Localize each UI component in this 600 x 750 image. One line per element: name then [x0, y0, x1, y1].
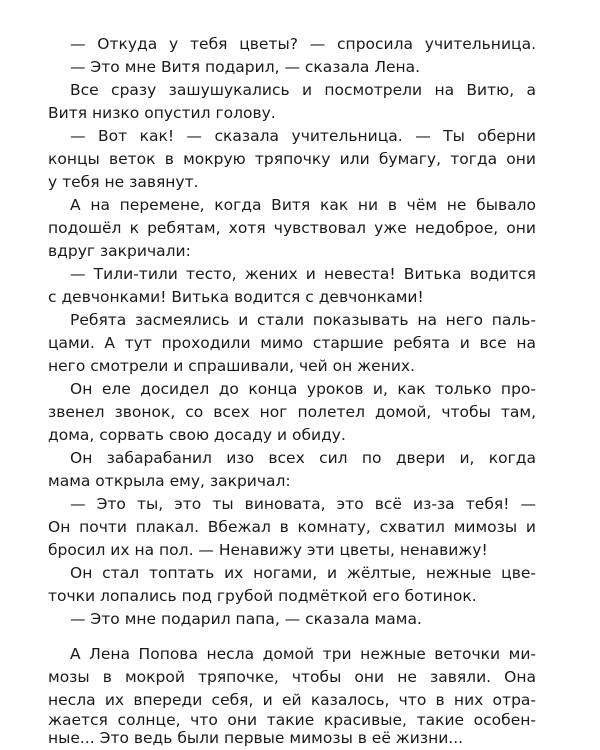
text-line: с девчонками! Витька водится с девчонками!	[48, 288, 424, 306]
text-line: подошёл к ребятам, хотя чувствовал уже недоброе, они	[48, 219, 536, 237]
text-line: дома, сорвать свою досаду и обиду.	[48, 426, 346, 444]
text-line: Все сразу зашушукались и посмотрели на Витю, а	[70, 81, 536, 99]
text-line: точки лопались под грубой подмёткой его ботинок.	[48, 587, 477, 605]
text-line: А Лена Попова несла домой три нежные веточки ми-	[70, 645, 536, 663]
text-line: несла их впереди себя, и ей казалось, что в них отра-	[48, 691, 536, 709]
text-line: мама открыла ему, закричал:	[48, 472, 291, 490]
text-line: Он почти плакал. Вбежал в комнату, схватил мимозы и	[48, 518, 536, 536]
text-line: ные... Это ведь были первые мимозы в её жизни...	[48, 729, 464, 747]
text-line: А на перемене, когда Витя как ни в чём не бывало	[70, 196, 536, 214]
text-line: Витя низко опустил голову.	[48, 104, 276, 122]
text-line: — Это мне подарил папа, — сказала мама.	[70, 610, 422, 628]
text-line: бросил их на пол. — Ненавижу эти цветы, ненавижу!	[48, 541, 488, 559]
text-line: жается солнце, что они такие красивые, такие особен-	[48, 711, 536, 729]
text-line: — Это ты, это ты виновата, это всё из-за тебя! —	[70, 495, 536, 513]
text-line: — Откуда у тебя цветы? — спросила учительница.	[70, 35, 536, 53]
text-line: цами. А тут проходили мимо старшие ребята и все на	[48, 334, 536, 352]
text-line: вдруг закричали:	[48, 242, 191, 260]
text-line: у тебя не завянут.	[48, 173, 199, 191]
text-line: Он забарабанил изо всех сил по двери и, когда	[70, 449, 536, 467]
text-line: Он еле досидел до конца уроков и, как только про-	[70, 380, 536, 398]
text-line: — Это мне Витя подарил, — сказала Лена.	[70, 58, 421, 76]
text-line: концы веток в мокрую тряпочку или бумагу, тогда они	[48, 150, 536, 168]
text-line: Ребята засмеялись и стали показывать на него паль-	[70, 311, 536, 329]
text-line: — Тили-тили тесто, жених и невеста! Витька водится	[70, 265, 536, 283]
text-line: — Вот как! — сказала учительница. — Ты оберни	[70, 127, 536, 145]
text-line: звенел звонок, со всех ног полетел домой, чтобы там,	[48, 403, 536, 421]
text-line: Он стал топтать их ногами, и жёлтые, нежные цве-	[70, 564, 536, 582]
text-line: мозы в мокрой тряпочке, чтобы они не завяли. Она	[48, 668, 536, 686]
text-line: него смотрели и спрашивали, чей он жених.	[48, 357, 415, 375]
